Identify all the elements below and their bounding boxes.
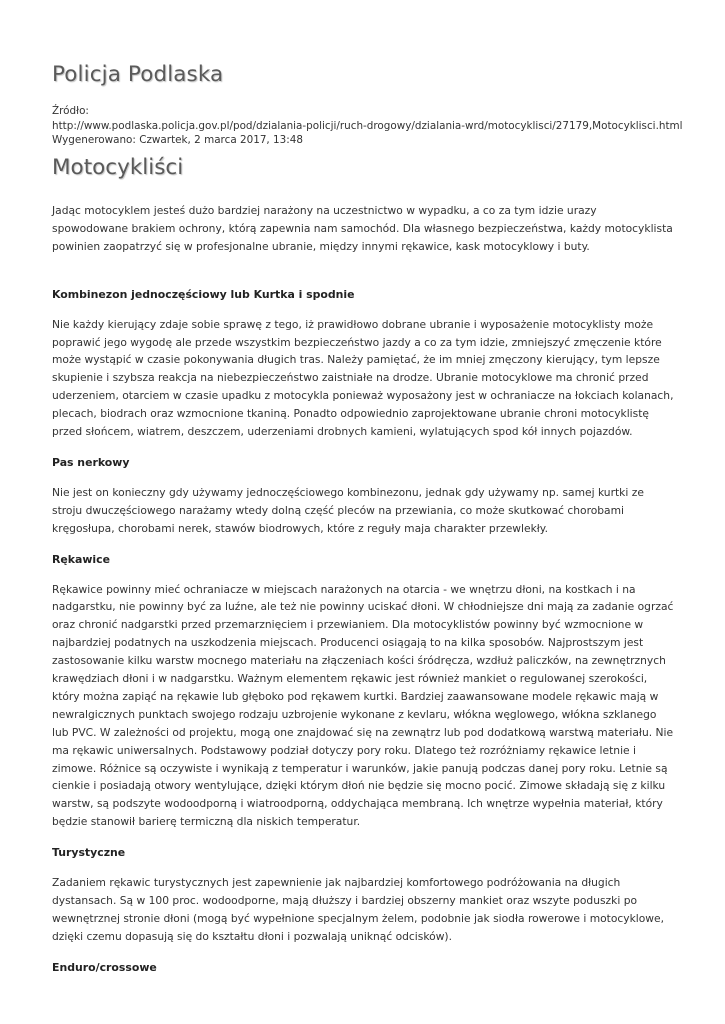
site-title: Policja Podlaska — [52, 62, 224, 87]
intro-paragraph: Jadąc motocyklem jesteś dużo bardziej narażony na uczestnictwo w wypadku, a co za tym idzie urazy spowodowane brakiem ochrony, którą zapewnia nam samochód. Dla własnego bezpieczeństwa, każdy motocyklista powinien zaopatrzyć się w profesjonalne ubranie, między innymi rękawice, kask motocyklowy i buty. — [52, 204, 673, 253]
section-text-rekawice: Rękawice powinny mieć ochraniacze w miejscach narażonych na otarcia - we wnętrzu dłoni, na kostkach i na nadgarstku, nie powinny być za luźne, ale też nie powinny uciskać dłoni. W chłodniejsze dni mają za zadanie ogrzać oraz chronić nadgarstki przed przemarznięciem i przewianiem. Dla motocyklistów powinny być wzmocnione w najbardziej podatnych na uszkodzenia miejscach. Producenci osiągają to na kilka sposobów. Najprostszym jest zastosowanie kilku warstw mocnego materiału na złączeniach kości śródręcza, wzdłuż paliczków, na zewnętrznych krawędziach dłoni i w nadgarstku. Ważnym elementem rękawic jest również mankiet o regulowanej szerokości, który można zapiąć na rękawie lub głęboko pod rękawem kurtki. Bardziej zaawansowane modele rękawic mają w newralgicznych punktach swojego rodzaju uzbrojenie wykonane z kevlaru, włókna węglowego, włókna szklanego lub PVC. W zależności od projektu, mogą one znajdować się na zewnątrz lub pod dodatkową warstwą materiału. Nie ma rękawic uniwersalnych. Podstawowy podział dotyczy pory roku. Dlatego też rozróżniamy rękawice letnie i zimowe. Różnice są oczywiste i wynikają z temperatur i warunków, jakie panują podczas danej pory roku. Letnie są cienkie i posiadają otwory wentylujące, dzięki którym dłoń nie będzie się mocno pocić. Zimowe składają się z kilku warstw, są podszyte wodoodporną i wiatroodporną, oddychająca membraną. Ich wnętrze wypełnia materiał, który będzie stanowił barierę termiczną dla niskich temperatur. — [52, 582, 674, 829]
section-heading-rekawice: Rękawice — [52, 552, 111, 566]
generated-timestamp: Wygenerowano: Czwartek, 2 marca 2017, 13:48 — [52, 134, 303, 147]
section-text-turystyczne: Zadaniem rękawic turystycznych jest zapewnienie jak najbardziej komfortowego podróżowania na długich dystansach. Są w 100 proc. wodoodporne, mają dłuższy i bardziej obszerny mankiet oraz wszyte poduszki po wewnętrznej stronie dłoni (mogą być wypełnione specjalnym żelem, podobnie jak siodła rowerowe i motocyklowe, dzięki czemu dopasują się do kształtu dłoni i pozwalają uniknąć odcisków). — [52, 876, 665, 943]
section-heading-enduro: Enduro/crossowe — [52, 960, 157, 974]
article-title: Motocykliści — [52, 155, 184, 180]
section-text-kombinezon: Nie każdy kierujący zdaje sobie sprawę z tego, iż prawidłowo dobrane ubranie i wyposażenie motocyklisty może poprawić jego wygodę ale przede wszystkim bezpieczeństwo jazdy a co za tym idzie, zmniejszyć zmęczenie które może wystąpić w czasie pokonywania długich tras. Należy pamiętać, że im mniej zmęczony kierujący, tym lepsze skupienie i szybsza reakcja na niebezpieczeństwo zaistniałe na drodze. Ubranie motocyklowe ma chronić przed uderzeniem, otarciem w czasie upadku z motocykla ponieważ wyposażony jest w ochraniacze na łokciach kolanach, plecach, biodrach oraz wzmocnione tkaniną. Ponadto odpowiednio zaprojektowane ubranie chroni motocyklistę przed słońcem, wiatrem, deszczem, uderzeniami drobnych kamieni, wylatujących spod kół innych pojazdów. — [52, 317, 674, 439]
section-heading-kombinezon: Kombinezon jednoczęściowy lub Kurtka i spodnie — [52, 287, 355, 301]
source-url[interactable]: http://www.podlaska.policja.gov.pl/pod/dzialania-policji/ruch-drogowy/dzialania-wrd/motocyklisci/27179,Motocyklisci.html — [52, 119, 683, 132]
source-block — [52, 104, 692, 148]
section-heading-pas-nerkowy: Pas nerkowy — [52, 455, 130, 469]
section-heading-turystyczne: Turystyczne — [52, 846, 126, 860]
section-text-pas-nerkowy: Nie jest on konieczny gdy używamy jednoczęściowego kombinezonu, jednak gdy używamy np. samej kurtki ze stroju dwuczęściowego narażamy wtedy dolną część pleców na przewiania, co może skutkować chorobami kręgosłupa, chorobami nerek, stawów biodrowych, które z reguły maja charakter przewlekły. — [52, 485, 644, 535]
article-content — [52, 202, 676, 989]
source-label: Źródło: — [52, 105, 89, 117]
